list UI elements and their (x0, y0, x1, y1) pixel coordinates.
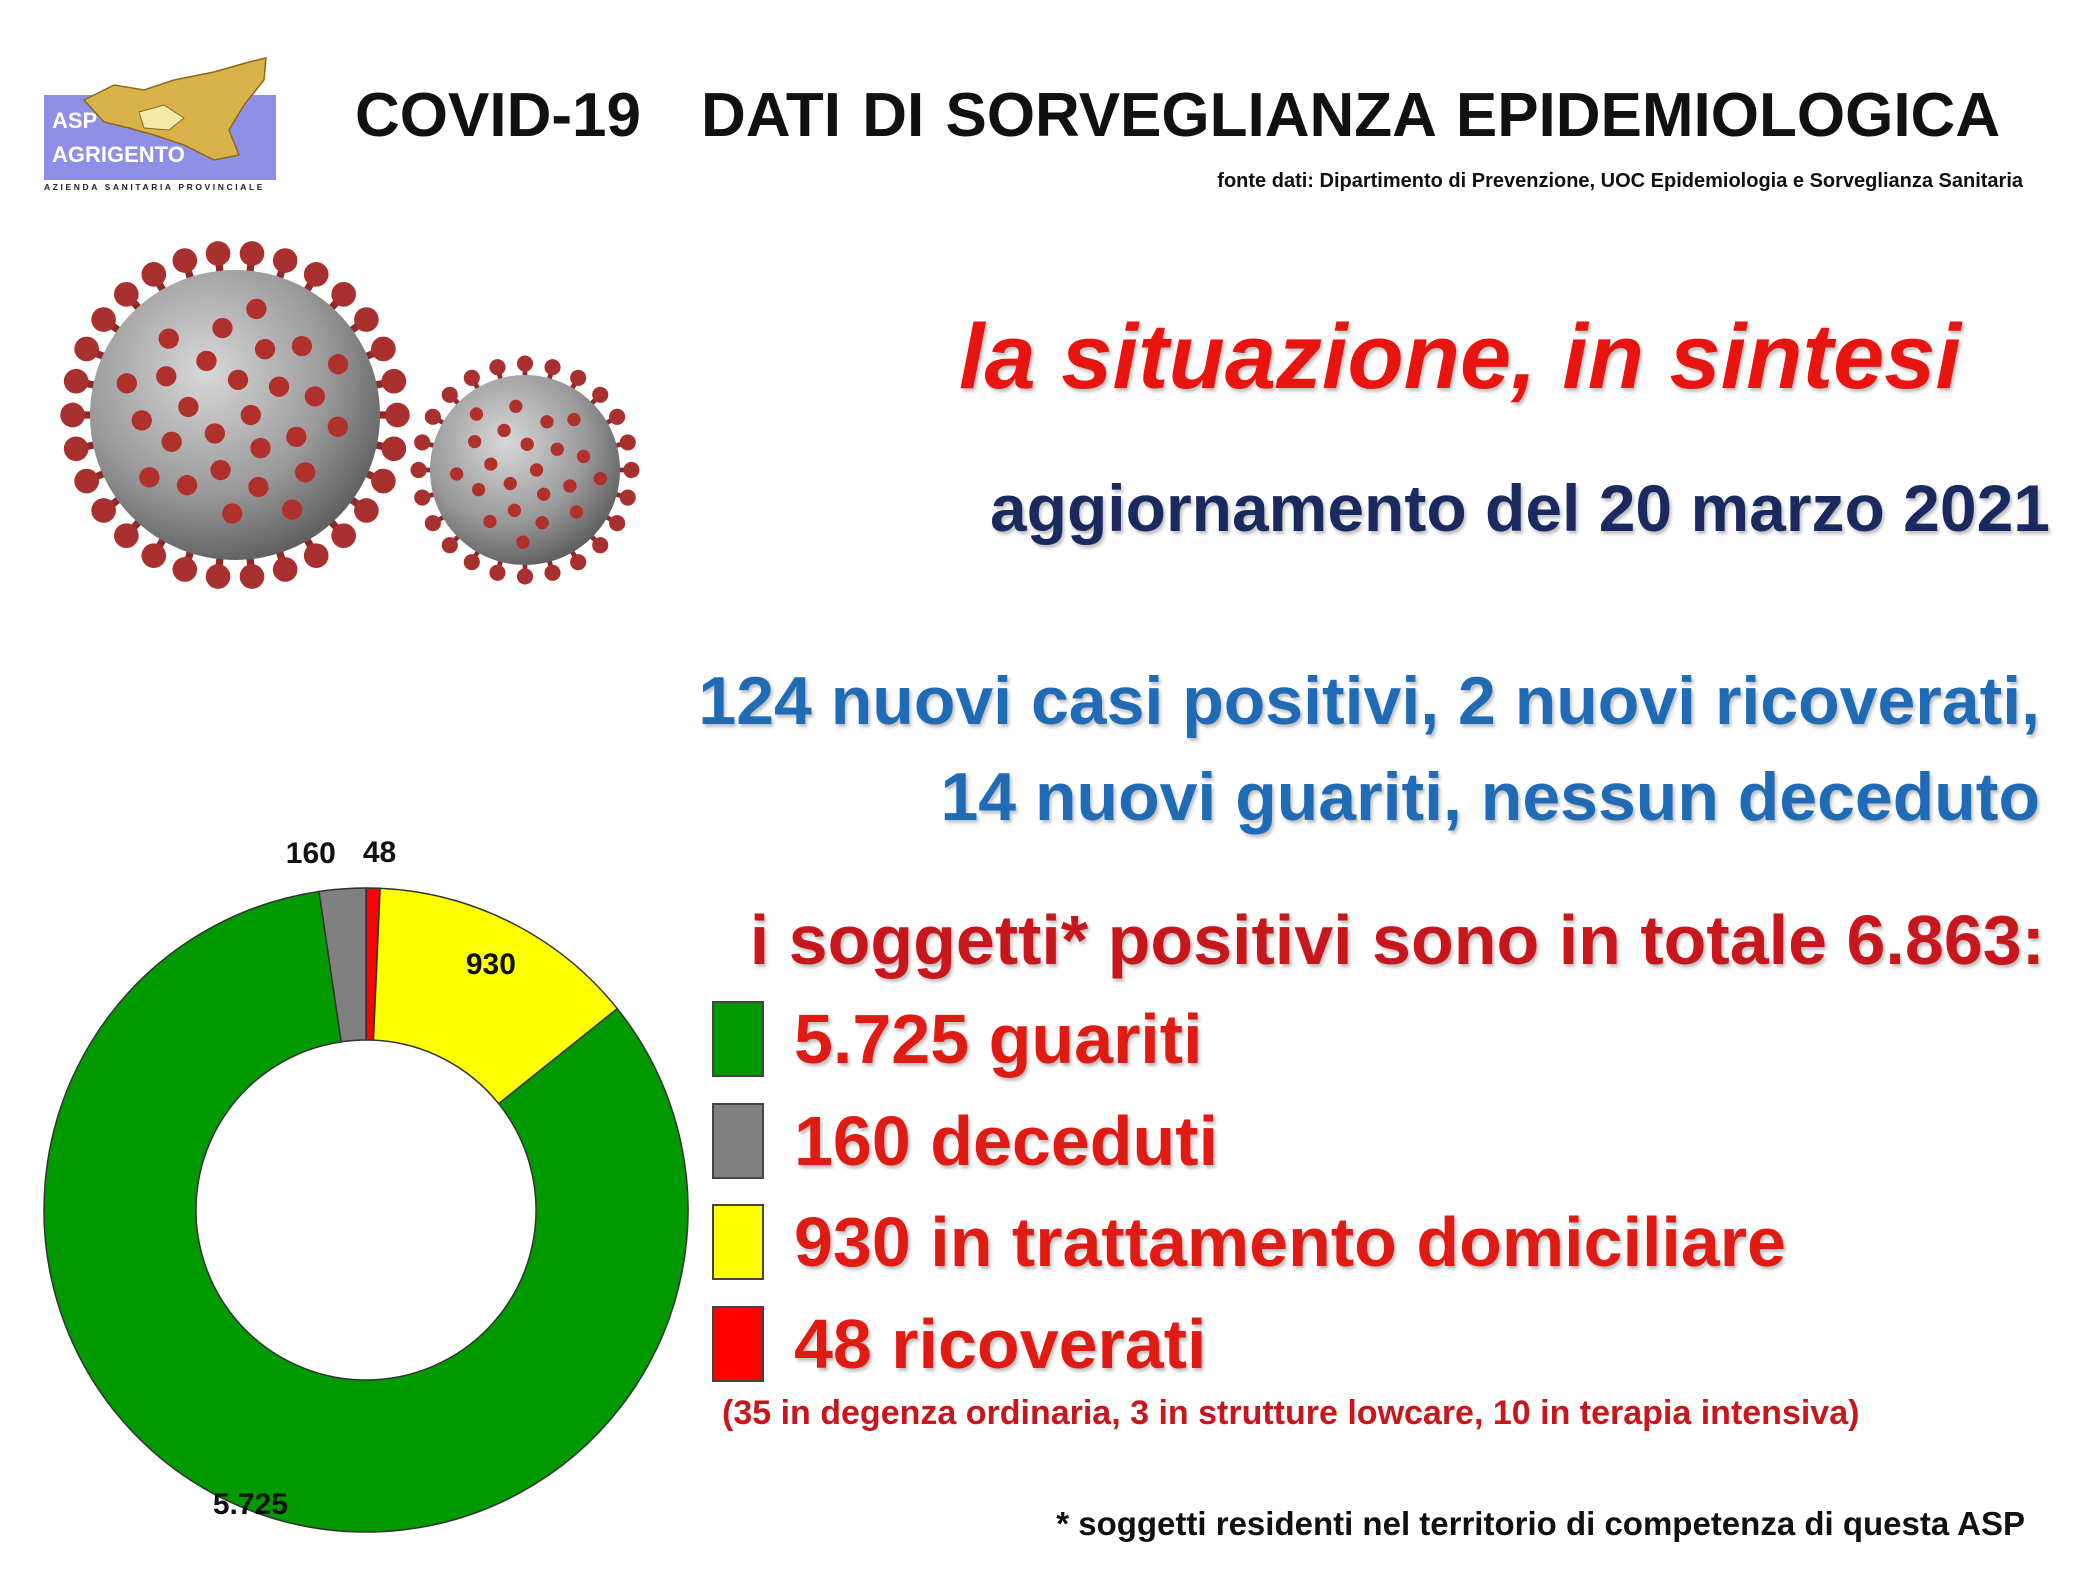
summary-title: la situazione, in sintesi (958, 306, 1962, 408)
legend-label: 930 in trattamento domiciliare (794, 1203, 1786, 1281)
legend-item-ricoverati (712, 1300, 1206, 1388)
legend-swatch-red (712, 1306, 764, 1382)
coronavirus-icon (30, 225, 620, 615)
asp-agrigento-logo (44, 50, 284, 200)
update-date: aggiornamento del 20 marzo 2021 (989, 471, 2050, 545)
data-label-guariti: 5.725 (212, 1488, 288, 1522)
legend-swatch-yellow (712, 1204, 764, 1280)
page-title (355, 80, 2055, 151)
donut-chart (36, 836, 696, 1540)
data-source-note: fonte dati: Dipartimento di Prevenzione, UOC Epidemiologia e Sorveglianza Sanitaria (1217, 170, 2023, 192)
daily-update-line-2: 14 nuovi guariti, nessun deceduto (940, 759, 2040, 835)
legend-item-deceduti (712, 1097, 1218, 1185)
total-positive-line: i soggetti* positivi sono in totale 6.863: (749, 901, 2045, 979)
daily-update-line-1: 124 nuovi casi positivi, 2 nuovi ricoverati, (698, 663, 2040, 739)
virus-large (60, 241, 409, 589)
logo-agrigento-text: AGRIGENTO (52, 142, 185, 167)
legend-swatch-green (712, 1001, 764, 1077)
logo-caption: AZIENDA SANITARIA PROVINCIALE (44, 182, 266, 192)
legend-label: 160 deceduti (794, 1102, 1219, 1180)
legend-label: 5.725 guariti (794, 1000, 1203, 1078)
virus-small (411, 356, 640, 585)
data-label-ricoverati: 48 (362, 836, 397, 870)
legend-label: 48 ricoverati (794, 1305, 1207, 1383)
hospitalized-detail: (35 in degenza ordinaria, 3 in strutture lowcare, 10 in terapia intensiva) (722, 1394, 1860, 1432)
legend-item-guariti (712, 995, 1203, 1083)
data-label-domiciliare: 930 (465, 947, 516, 981)
title-covid: COVID-19 (355, 81, 641, 150)
title-main: DATI DI SORVEGLIANZA EPIDEMIOLOGICA (700, 81, 2001, 150)
footnote: * soggetti residenti nel territorio di competenza di questa ASP (1056, 1505, 2025, 1542)
legend-item-domiciliare (712, 1198, 1786, 1286)
logo-asp-text: ASP (52, 108, 98, 133)
data-label-deceduti: 160 (285, 836, 336, 870)
legend-swatch-gray (712, 1103, 764, 1179)
